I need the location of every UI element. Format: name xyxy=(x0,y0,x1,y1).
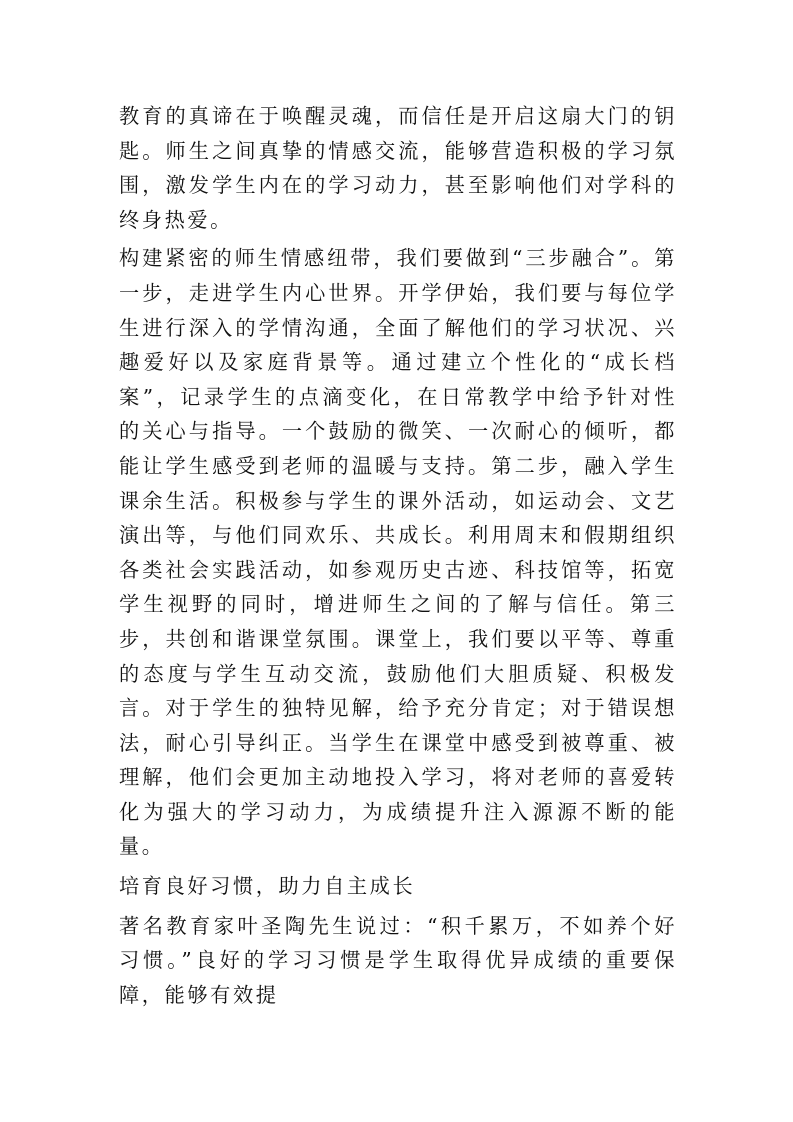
section-heading: 培育良好习惯，助力自主成长 xyxy=(119,874,416,899)
paragraph-habits: 著名教育家叶圣陶先生说过：“积千累万，不如养个好习惯。”良好的学习习惯是学生取得优异成绩的重要保障，能够有效提 xyxy=(119,913,677,1007)
paragraph-intro: 教育的真谛在于唤醒灵魂，而信任是开启这扇大门的钥匙。师生之间真挚的情感交流，能够营造积极的学习氛围，激发学生内在的学习动力，甚至影响他们对学科的终身热爱。 xyxy=(119,104,677,232)
paragraph-three-steps: 构建紧密的师生情感纽带，我们要做到“三步融合”。第一步，走进学生内心世界。开学伊始，我们要与每位学生进行深入的学情沟通，全面了解他们的学习状况、兴趣爱好以及家庭背景等。通过建立个性化的“成长档案”，记录学生的点滴变化，在日常教学中给予针对性的关心与指导。一个鼓励的微笑、一次耐心的倾听，都能让学生感受到老师的温暖与支持。第二步，融入学生课余生活。积极参与学生的课外活动，如运动会、文艺演出等，与他们同欢乐、共成长。利用周末和假期组织各类社会实践活动，如参观历史古迹、科技馆等，拓宽学生视野的同时，增进师生之间的了解与信任。第三步，共创和谐课堂氛围。课堂上，我们要以平等、尊重的态度与学生互动交流，鼓励他们大胆质疑、积极发言。对于学生的独特见解，给予充分肯定；对于错误想法，耐心引导纠正。当学生在课堂中感受到被尊重、被理解，他们会更加主动地投入学习，将对老师的喜爱转化为强大的学习动力，为成绩提升注入源源不断的能量。 xyxy=(119,246,677,859)
document-body xyxy=(119,99,677,1012)
